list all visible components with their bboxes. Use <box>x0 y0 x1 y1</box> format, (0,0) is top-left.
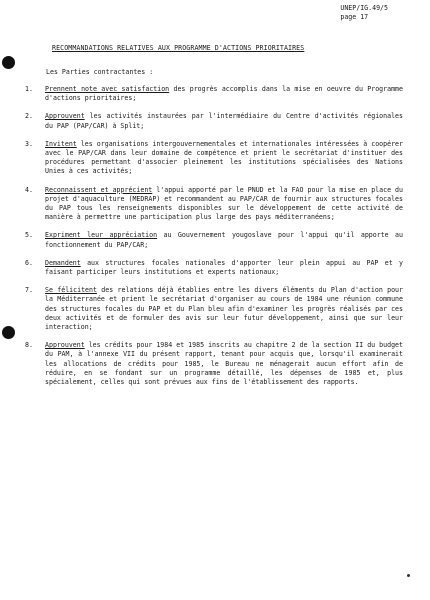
item-body <box>45 286 403 332</box>
document-reference <box>340 4 388 22</box>
item-keyword: Se félicitent <box>45 286 97 295</box>
list-item <box>25 341 403 387</box>
item-number: 2. <box>25 112 33 121</box>
item-text: les activités instaurées par l'intermédiaire du Centre d'activités régionales du PAP (PAP/CAR) à Split; <box>45 112 403 130</box>
item-keyword: Reconnaissent et apprécient <box>45 185 153 194</box>
list-item <box>25 259 403 277</box>
list-item <box>25 231 403 249</box>
item-text: l'appui apporté par le PNUD et la FAO pour la mise en place du projet d'aquaculture (MEDRAP) et recommandent au PAP/CAR de fournir aux structures focales du PAP tous les renseignements disponibles sur le développement de cette activité de manière à permettre une participation plus large des pays méditerranéens; <box>45 185 403 222</box>
item-number: 3. <box>25 139 33 148</box>
item-number: 8. <box>25 341 33 350</box>
item-body <box>45 85 403 103</box>
item-keyword: Demandent <box>45 258 81 267</box>
item-number: 7. <box>25 286 33 295</box>
item-number: 5. <box>25 231 33 240</box>
punch-hole-mark <box>2 56 15 69</box>
intro-line: Les Parties contractantes : <box>46 68 154 76</box>
item-number: 1. <box>25 85 33 93</box>
list-item <box>25 286 403 332</box>
item-body <box>45 259 403 277</box>
page-number: page 17 <box>340 13 369 22</box>
item-number: 4. <box>25 185 33 194</box>
item-text: au Gouvernement yougoslave pour l'appui qu'il apporte au fonctionnement du PAP/CAR; <box>45 231 403 249</box>
recommendations-list <box>25 85 403 396</box>
item-keyword: Prennent note avec satisfaction <box>45 85 170 93</box>
item-text: les organisations intergouvernementales et internationales intéressées à coopérer avec le PAP/CAR dans leur domaine de compétence et prient le secrétariat d'instituer des procédures permettant d'associer pleinement les institutions spécialisées des Nations Unies à ces activités; <box>45 139 403 176</box>
list-item <box>25 140 403 177</box>
list-item <box>25 186 403 223</box>
list-item <box>25 112 403 130</box>
item-number: 6. <box>25 258 33 267</box>
item-text: les crédits pour 1984 et 1985 inscrits au chapitre 2 de la section II du budget du PAM, à l'annexe VII du présent rapport, tenant pour acquis que, lorsqu'il examinerait les allocations de crédits pour 1985, le Bureau ne ménagerait aucun effort afin de réduire, en se fondant sur un programme détaillé, les dépenses de 1985 et, plus spécialement, celles qui sont prévues aux fins de l'établissement des rapports. <box>45 341 403 387</box>
list-item <box>25 85 403 103</box>
doc-ref-code: UNEP/IG.49/5 <box>340 4 388 12</box>
item-body <box>45 140 403 177</box>
scan-speck <box>407 574 410 577</box>
item-text: aux structures focales nationales d'apporter leur plein appui au PAP et y faisant participer leurs institutions et experts nationaux; <box>45 258 403 277</box>
page-title: RECOMMANDATIONS RELATIVES AUX PROGRAMME D'ACTIONS PRIORITAIRES <box>52 44 305 52</box>
item-body <box>45 186 403 223</box>
item-keyword: Expriment leur appréciation <box>45 231 158 240</box>
item-keyword: Approuvent <box>45 112 85 121</box>
item-body <box>45 112 403 130</box>
item-body <box>45 231 403 249</box>
item-keyword: Approuvent <box>45 341 85 350</box>
item-text: des relations déjà établies entre les divers éléments du Plan d'action pour la Méditerranée et prient le secrétariat d'organiser au cours de 1984 une réunion commune des structures focales du PAP et du Plan bleu afin d'examiner les progrès réalisés par ces deux activités et de formuler des avis sur leur futur développement, ainsi que sur leur interaction; <box>45 286 403 332</box>
punch-hole-mark <box>2 326 15 339</box>
item-body <box>45 341 403 387</box>
item-keyword: Invitent <box>45 139 77 148</box>
item-text: des progrès accomplis dans la mise en oeuvre du Programme d'actions prioritaires; <box>45 85 403 103</box>
